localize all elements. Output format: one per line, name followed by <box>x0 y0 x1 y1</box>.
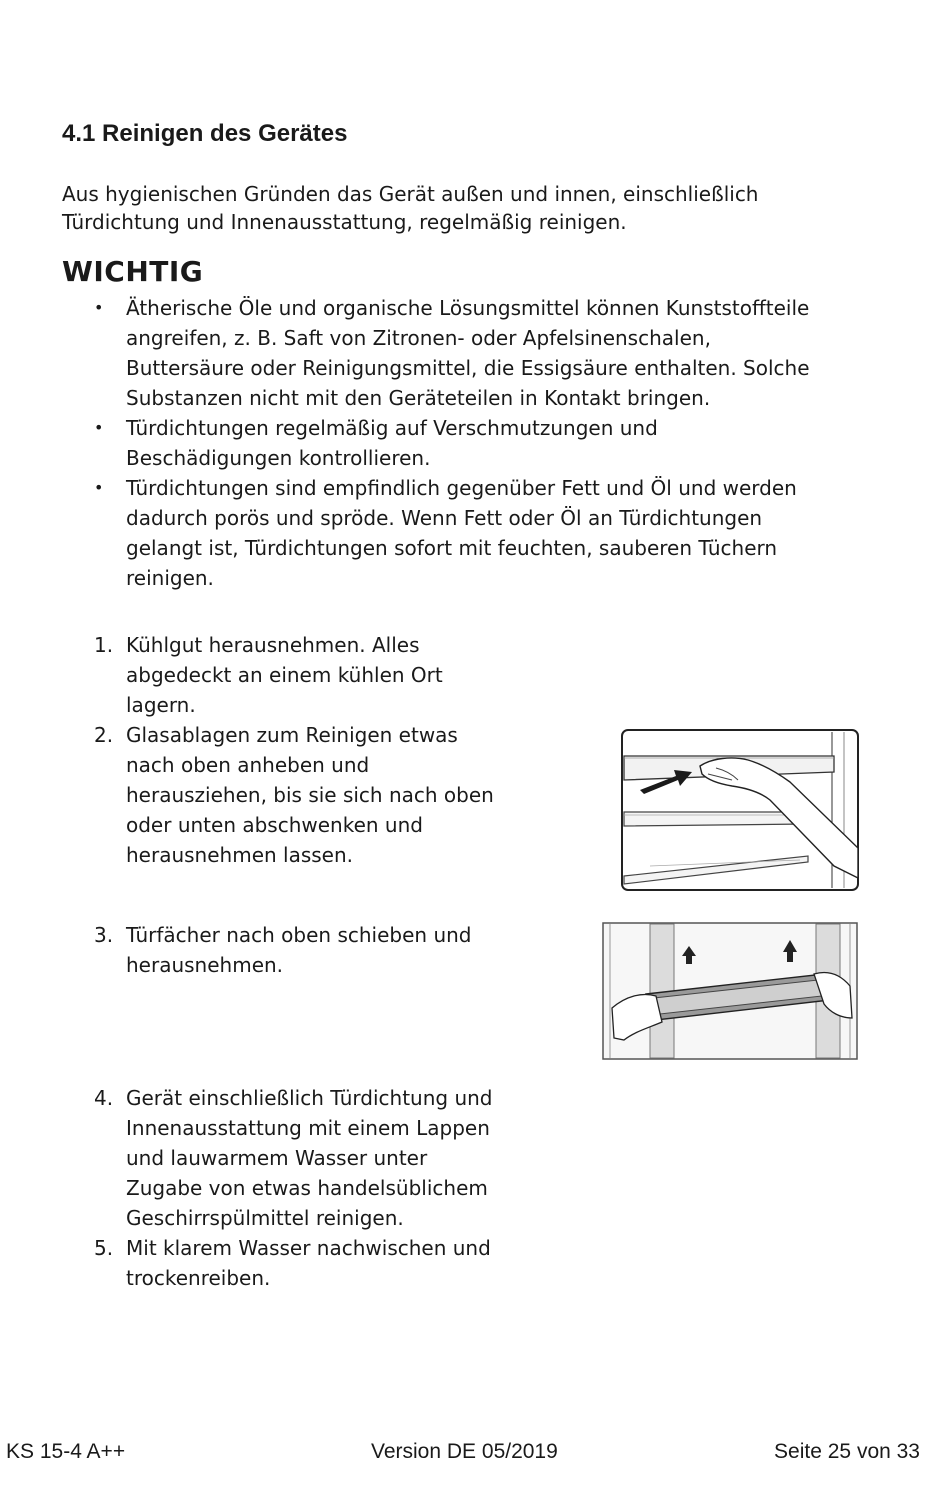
step-number: 4. <box>94 1086 114 1110</box>
step-number: 5. <box>94 1236 114 1260</box>
step-line: Zugabe von etwas handelsüblichem <box>126 1176 488 1200</box>
step-line: nach oben anheben und <box>126 753 370 777</box>
bullet-line: Ätherische Öle und organische Lösungsmittel können Kunststoffteile <box>126 296 810 320</box>
bullet-line: Beschädigungen kontrollieren. <box>126 446 431 470</box>
bullet-line: Türdichtungen regelmäßig auf Verschmutzungen und <box>126 416 658 440</box>
step-line: Geschirrspülmittel reinigen. <box>126 1206 404 1230</box>
step-line: Gerät einschließlich Türdichtung und <box>126 1086 493 1110</box>
step-line: Mit klarem Wasser nachwischen und <box>126 1236 491 1260</box>
footer-model: KS 15-4 A++ <box>6 1440 126 1463</box>
footer-version: Version DE 05/2019 <box>371 1440 558 1463</box>
step-line: herausnehmen. <box>126 953 284 977</box>
step-line: Innenausstattung mit einem Lappen <box>126 1116 490 1140</box>
section-heading: 4.1 Reinigen des Gerätes <box>62 120 348 147</box>
step-line: abgedeckt an einem kühlen Ort <box>126 663 443 687</box>
bullet-line: reinigen. <box>126 566 214 590</box>
step-line: herausziehen, bis sie sich nach oben <box>126 783 494 807</box>
warning-heading: WICHTIG <box>62 255 204 288</box>
step-item <box>0 630 494 720</box>
step-line: trockenreiben. <box>126 1266 271 1290</box>
glass-shelf-removal-illustration <box>620 728 860 892</box>
steps-list-part-1 <box>0 630 494 870</box>
warning-bullet-list <box>0 293 810 593</box>
step-number: 3. <box>94 923 114 947</box>
step-number: 1. <box>94 633 114 657</box>
step-line: Türfächer nach oben schieben und <box>126 923 472 947</box>
step-line: lagern. <box>126 693 196 717</box>
bullet-line: dadurch porös und spröde. Wenn Fett oder Öl an Türdichtungen <box>126 506 763 530</box>
bullet-icon: • <box>94 298 104 317</box>
warning-bullet <box>0 413 810 473</box>
step-line: oder unten abschwenken und <box>126 813 423 837</box>
bullet-line: gelangt ist, Türdichtungen sofort mit feuchten, sauberen Tüchern <box>126 536 778 560</box>
step-item <box>0 1083 493 1233</box>
warning-bullet <box>0 293 810 413</box>
bullet-line: angreifen, z. B. Saft von Zitronen- oder Apfelsinenschalen, <box>126 326 711 350</box>
step-line: Kühlgut herausnehmen. Alles <box>126 633 420 657</box>
steps-list-part-2 <box>0 920 472 980</box>
step-line: und lauwarmem Wasser unter <box>126 1146 428 1170</box>
intro-line: Türdichtung und Innenausstattung, regelmäßig reinigen. <box>62 210 627 234</box>
bullet-line: Substanzen nicht mit den Geräteteilen in Kontakt bringen. <box>126 386 711 410</box>
shelf-illustration-icon <box>620 728 860 892</box>
door-bin-removal-illustration <box>602 922 858 1060</box>
step-number: 2. <box>94 723 114 747</box>
step-item <box>0 1233 493 1293</box>
intro-paragraph <box>62 180 862 236</box>
bullet-line: Türdichtungen sind empfindlich gegenüber Fett und Öl und werden <box>126 476 797 500</box>
footer-page-number: Seite 25 von 33 <box>774 1440 920 1463</box>
steps-list-part-3 <box>0 1083 493 1293</box>
warning-bullet <box>0 473 810 593</box>
intro-line: Aus hygienischen Gründen das Gerät außen und innen, einschließlich <box>62 182 759 206</box>
door-bin-illustration-icon <box>602 922 858 1060</box>
bullet-line: Buttersäure oder Reinigungsmittel, die Essigsäure enthalten. Solche <box>126 356 810 380</box>
step-line: Glasablagen zum Reinigen etwas <box>126 723 458 747</box>
step-item <box>0 720 494 870</box>
bullet-icon: • <box>94 418 104 437</box>
step-item <box>0 920 472 980</box>
step-line: herausnehmen lassen. <box>126 843 354 867</box>
bullet-icon: • <box>94 478 104 497</box>
